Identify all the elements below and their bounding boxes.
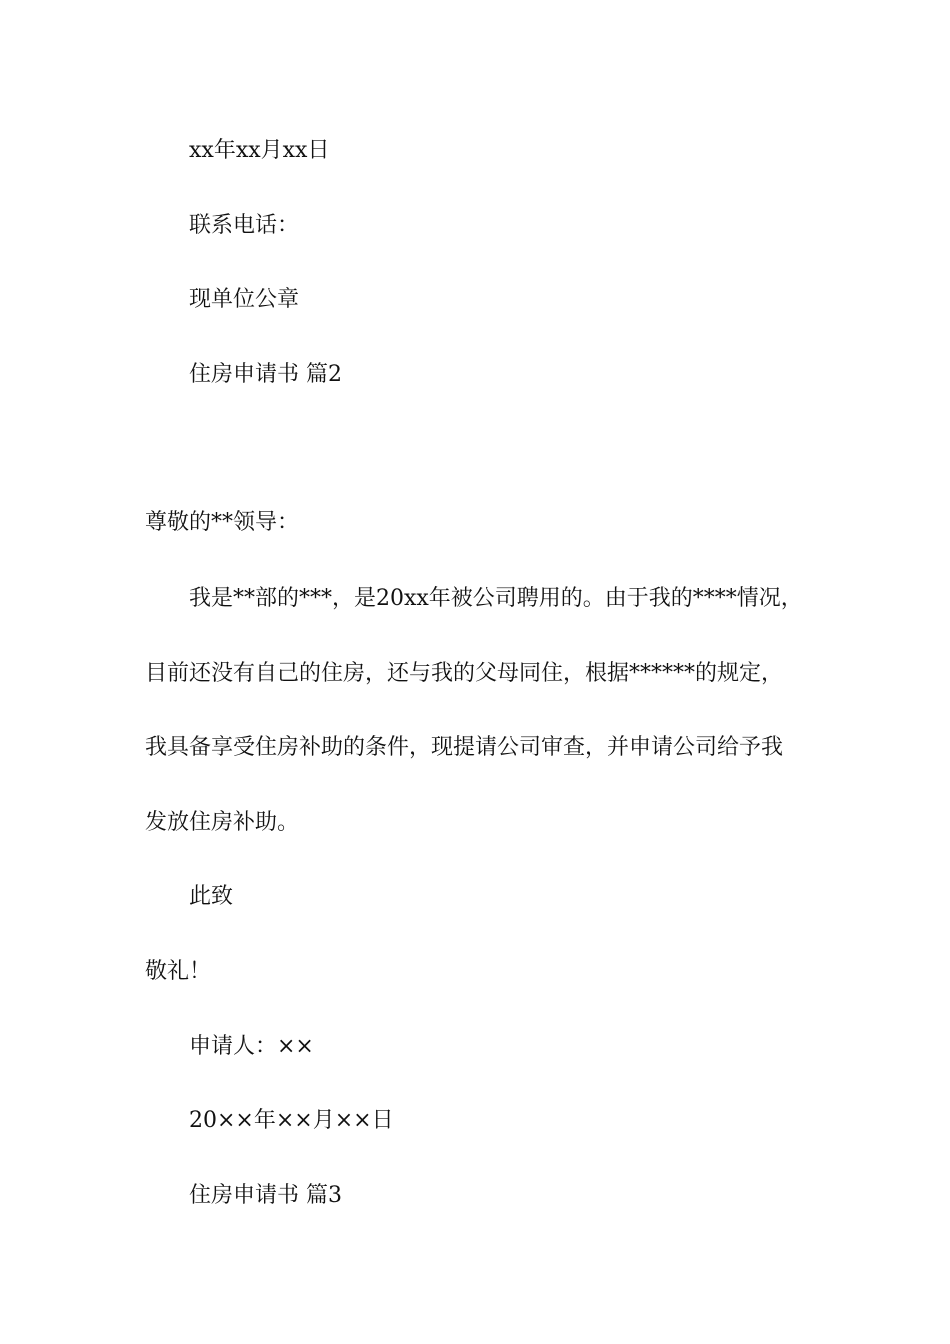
applicant-line: 申请人：××	[189, 1034, 314, 1059]
section-heading-3: 住房申请书 篇3	[189, 1183, 342, 1208]
closing-line-2: 敬礼！	[145, 959, 212, 984]
salutation: 尊敬的**领导：	[145, 510, 300, 535]
body-paragraph-line-1: 我是**部的***，是20xx年被公司聘用的。由于我的****情况，	[189, 586, 803, 611]
date-line: xx年xx月xx日	[189, 138, 330, 163]
body-paragraph-line-4: 发放住房补助。	[145, 810, 300, 835]
phone-label: 联系电话：	[189, 213, 300, 238]
body-paragraph-line-2: 目前还没有自己的住房，还与我的父母同住，根据******的规定，	[145, 661, 784, 686]
body-paragraph-line-3: 我具备享受住房补助的条件，现提请公司审查，并申请公司给予我	[145, 735, 784, 760]
closing-line-1: 此致	[189, 884, 234, 909]
unit-stamp-label: 现单位公章	[189, 287, 300, 312]
date-line-bottom: 20××年××月××日	[189, 1108, 394, 1133]
section-heading-2: 住房申请书 篇2	[189, 362, 342, 387]
